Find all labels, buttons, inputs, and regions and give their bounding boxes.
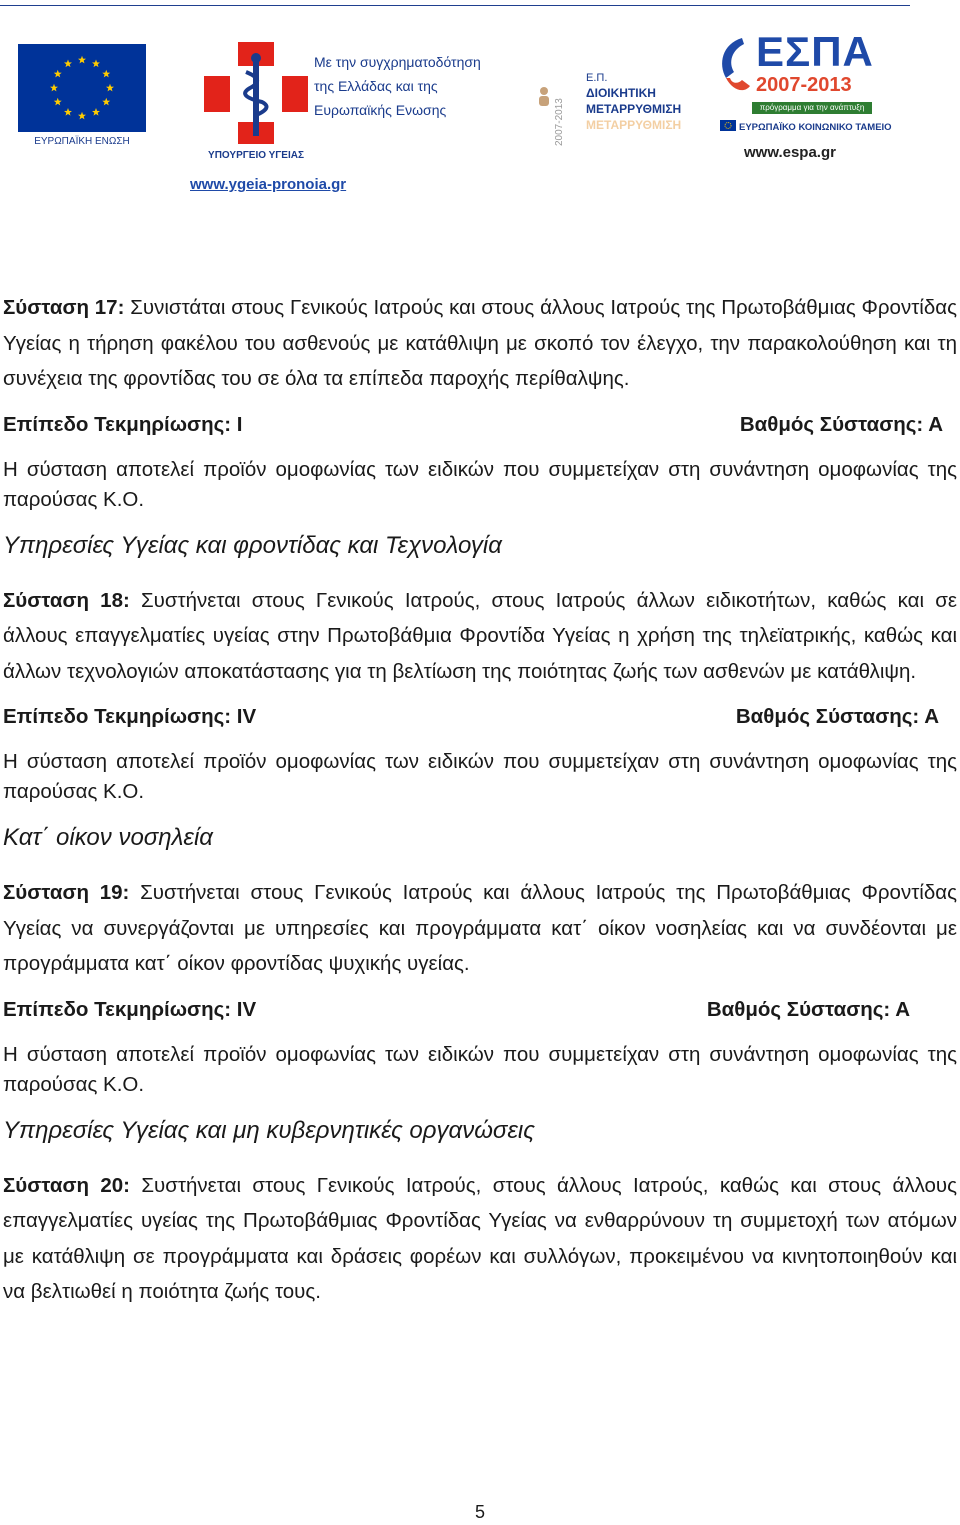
recommendation-label: Σύσταση 20: (3, 1173, 130, 1197)
recommendation-18 (3, 583, 957, 690)
recommendation-19-meta (3, 994, 957, 1026)
health-cross-icon (196, 36, 316, 146)
page-number: 5 (474, 1502, 485, 1522)
ministry-of-health-logo (196, 36, 316, 176)
recommendation-label: Σύσταση 18: (3, 588, 130, 612)
recommendation-grade: Βαθμός Σύστασης: Α (735, 705, 939, 728)
consensus-note: Η σύσταση αποτελεί προϊόν ομοφωνίας των ειδικών που συμμετείχαν στη συνάντηση ομοφωνίας της παρούσας Κ.Ο. (3, 750, 957, 803)
eu-flag-icon (18, 44, 146, 132)
ministry-caption: ΥΠΟΥΡΓΕΙΟ ΥΓΕΙΑΣ (208, 150, 304, 161)
espa-wordmark: ΕΣΠΑ (756, 28, 874, 75)
recommendation-label: Σύσταση 19: (3, 881, 130, 904)
administrative-reform-logo (548, 58, 698, 168)
recommendation-text: Συνιστάται στους Γενικούς Ιατρούς και στους άλλους Ιατρούς της Πρωτοβάθμιας Φροντίδας Υγείας η τήρηση φακέλου του ασθενούς με κατάθλιψη με σκοπό τον έλεγχο, την παρακολούθηση και τη συνέχεια της φροντίδας του σε όλα τα επίπεδα παροχής περίθαλψης. (3, 296, 957, 390)
espa-years: 2007-2013 (756, 74, 852, 96)
document-body (3, 290, 957, 1322)
reform-title-reflection: ΜΕΤΑΡΡΥΘΜΙΣΗ (586, 118, 682, 132)
reform-title-line1: ΔΙΟΙΚΗΤΙΚΗ (586, 86, 656, 100)
eu-caption: ΕΥΡΩΠΑΪΚΗ ΕΝΩΣΗ (34, 136, 130, 147)
svg-text:2007-2013: 2007-2013 (554, 98, 565, 146)
logo-header (0, 28, 960, 203)
espa-url-link[interactable]: www.espa.gr (744, 144, 836, 161)
eu-flag-small-icon (720, 120, 736, 131)
reform-title-line2: ΜΕΤΑΡΡΥΘΜΙΣΗ (586, 102, 682, 116)
espa-tagline: πρόγραμμα για την ανάπτυξη (752, 102, 872, 114)
top-rule (0, 5, 910, 6)
espa-fund-label (720, 120, 892, 133)
recommendation-20 (3, 1168, 957, 1310)
recommendation-17 (3, 290, 957, 397)
recommendation-text: Συστήνεται στους Γενικούς Ιατρούς, στους άλλους Ιατρούς, καθώς και στους άλλους επαγγελματίες υγείας της Πρωτοβάθμιας Φροντίδας Υγείας να ενθαρρύνουν τη συμμετοχή των ατόμων με κατάθλιψη σε προγράμματα και δράσεις φορέων και συλλόγων, προκειμένου να κινητοποιηθούν και να βελτιωθεί η ποιότητα ζωής τους. (3, 1173, 957, 1303)
cofunding-text: Με την συγχρηματοδότηση της Ελλάδας και της Ευρωπαϊκής Ενωσης (314, 54, 481, 118)
recommendation-text: Συστήνεται στους Γενικούς Ιατρούς και άλλους Ιατρούς της Πρωτοβάθμιας Φροντίδας Υγείας να συνεργάζονται με υπηρεσίες και προγράμματα κατ΄ οίκον νοσηλείας και να συνδέονται με προγράμματα κατ΄ οίκον φροντίδας ψυχικής υγείας. (3, 881, 957, 975)
section-title-home-care: Κατ΄ οίκον νοσηλεία (3, 824, 213, 851)
consensus-note: Η σύσταση αποτελεί προϊόν ομοφωνίας των ειδικών που συμμετείχαν στη συνάντηση ομοφωνίας της παρούσας Κ.Ο. (3, 1042, 957, 1096)
evidence-level: Επίπεδο Τεκμηρίωσης: IV (3, 997, 257, 1021)
recommendation-19 (3, 875, 957, 982)
espa-logo (712, 28, 892, 172)
recommendation-label: Σύσταση 17: (3, 296, 125, 319)
espa-fund-text: ΕΥΡΩΠΑΪΚΟ ΚΟΙΝΩΝΙΚΟ ΤΑΜΕΙΟ (739, 122, 892, 133)
ministry-url-link[interactable]: www.ygeia-pronoia.gr (190, 176, 347, 193)
eu-logo (18, 44, 146, 147)
evidence-level: Επίπεδο Τεκμηρίωσης: Ι (3, 412, 243, 436)
people-figure-icon (534, 86, 554, 106)
evidence-level: Επίπεδο Τεκμηρίωσης: IV (3, 705, 257, 728)
consensus-note: Η σύσταση αποτελεί προϊόν ομοφωνίας των ειδικών που συμμετείχαν στη συνάντηση ομοφωνίας της παρούσας Κ.Ο. (3, 457, 957, 511)
recommendation-18-meta (3, 701, 957, 733)
recommendation-grade: Βαθμός Σύστασης: Α (706, 997, 910, 1021)
reform-program-label: Ε.Π. (586, 72, 608, 84)
recommendation-grade: Βαθμός Σύστασης: Α (739, 412, 943, 436)
section-title-technology: Υπηρεσίες Υγείας και φροντίδας και Τεχνολογία (3, 531, 502, 559)
recommendation-text: Συστήνεται στους Γενικούς Ιατρούς, στους Ιατρούς άλλων ειδικοτήτων, καθώς και σε άλλους επαγγελματίες υγείας στην Πρωτοβάθμια Φροντίδα Υγείας η χρήση της τηλεϊατρικής, καθώς και άλλων τεχνολογιών αποκατάστασης για τη βελτίωση της ποιότητας ζωής των ασθενών με κατάθλιψη. (3, 588, 957, 683)
recommendation-17-meta (3, 409, 957, 441)
section-title-ngos: Υπηρεσίες Υγείας και μη κυβερνητικές οργανώσεις (3, 1116, 535, 1144)
espa-mark-icon (712, 34, 752, 104)
